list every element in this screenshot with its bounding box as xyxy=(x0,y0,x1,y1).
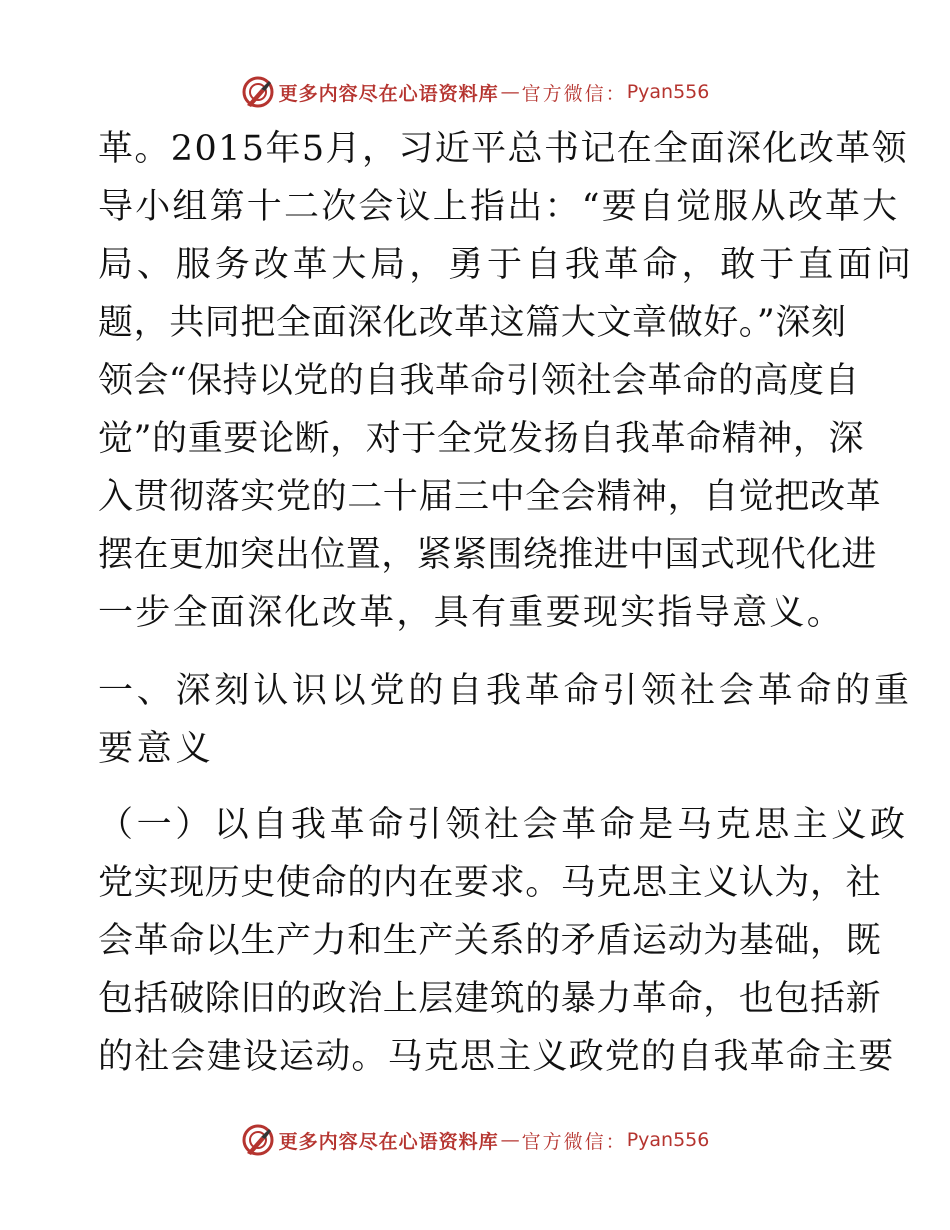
paragraph-line: 觉”的重要论断，对于全党发扬自我革命精神，深 xyxy=(98,419,865,459)
paragraph-line: 党实现历史使命的内在要求。马克思主义认为，社 xyxy=(98,863,882,903)
paragraph-line: 会革命以生产力和生产关系的矛盾运动为基础，既 xyxy=(98,921,882,961)
heading-line: 一、深刻认识以党的自我革命引领社会革命的重 xyxy=(98,671,913,711)
banner-separator: — xyxy=(500,1129,520,1151)
paragraph-line: 的社会建设运动。马克思主义政党的自我革命主要 xyxy=(98,1037,895,1077)
brand-name: 更多内容尽在心语资料库 xyxy=(278,82,499,105)
brand-name: 更多内容尽在心语资料库 xyxy=(278,1130,499,1153)
paragraph-line: 革。2015年5月，习近平总书记在全面深化改革领 xyxy=(98,129,908,169)
brand-logo-icon xyxy=(241,75,275,109)
paragraph-line: 摆在更加突出位置，紧紧围绕推进中国式现代化进 xyxy=(98,535,877,575)
heading-line: 要意义 xyxy=(98,729,215,769)
header-watermark-banner xyxy=(0,72,950,112)
section-heading xyxy=(98,662,913,778)
banner-separator: — xyxy=(500,81,520,103)
wechat-label: 官方微信： xyxy=(521,1130,627,1153)
wechat-id: Pyan556 xyxy=(626,81,710,103)
wechat-id: Pyan556 xyxy=(626,1129,710,1151)
paragraph-line: 题，共同把全面深化改革这篇大文章做好。”深刻 xyxy=(98,303,847,343)
paragraph-line: 局、服务改革大局，勇于自我革命，敢于直面问 xyxy=(98,245,915,285)
paragraph-line: 包括破除旧的政治上层建筑的暴力革命，也包括新 xyxy=(98,979,882,1019)
wechat-label: 官方微信： xyxy=(521,82,627,105)
footer-watermark-banner xyxy=(0,1120,950,1160)
paragraph-line: 领会“保持以党的自我革命引领社会革命的高度自 xyxy=(98,361,860,401)
paragraph-line: 一步全面深化改革，具有重要现实指导意义。 xyxy=(98,593,845,633)
paragraph-line: 入贯彻落实党的二十届三中全会精神，自觉把改革 xyxy=(98,477,882,517)
paragraph-line: 导小组第十二次会议上指出：“要自觉服从改革大 xyxy=(98,187,900,227)
paragraph-line: （一）以自我革命引领社会革命是马克思主义政 xyxy=(98,805,909,845)
intro-paragraph xyxy=(98,120,915,642)
document-body xyxy=(98,120,915,1086)
subsection-paragraph xyxy=(98,796,909,1086)
brand-logo-icon xyxy=(241,1123,275,1157)
